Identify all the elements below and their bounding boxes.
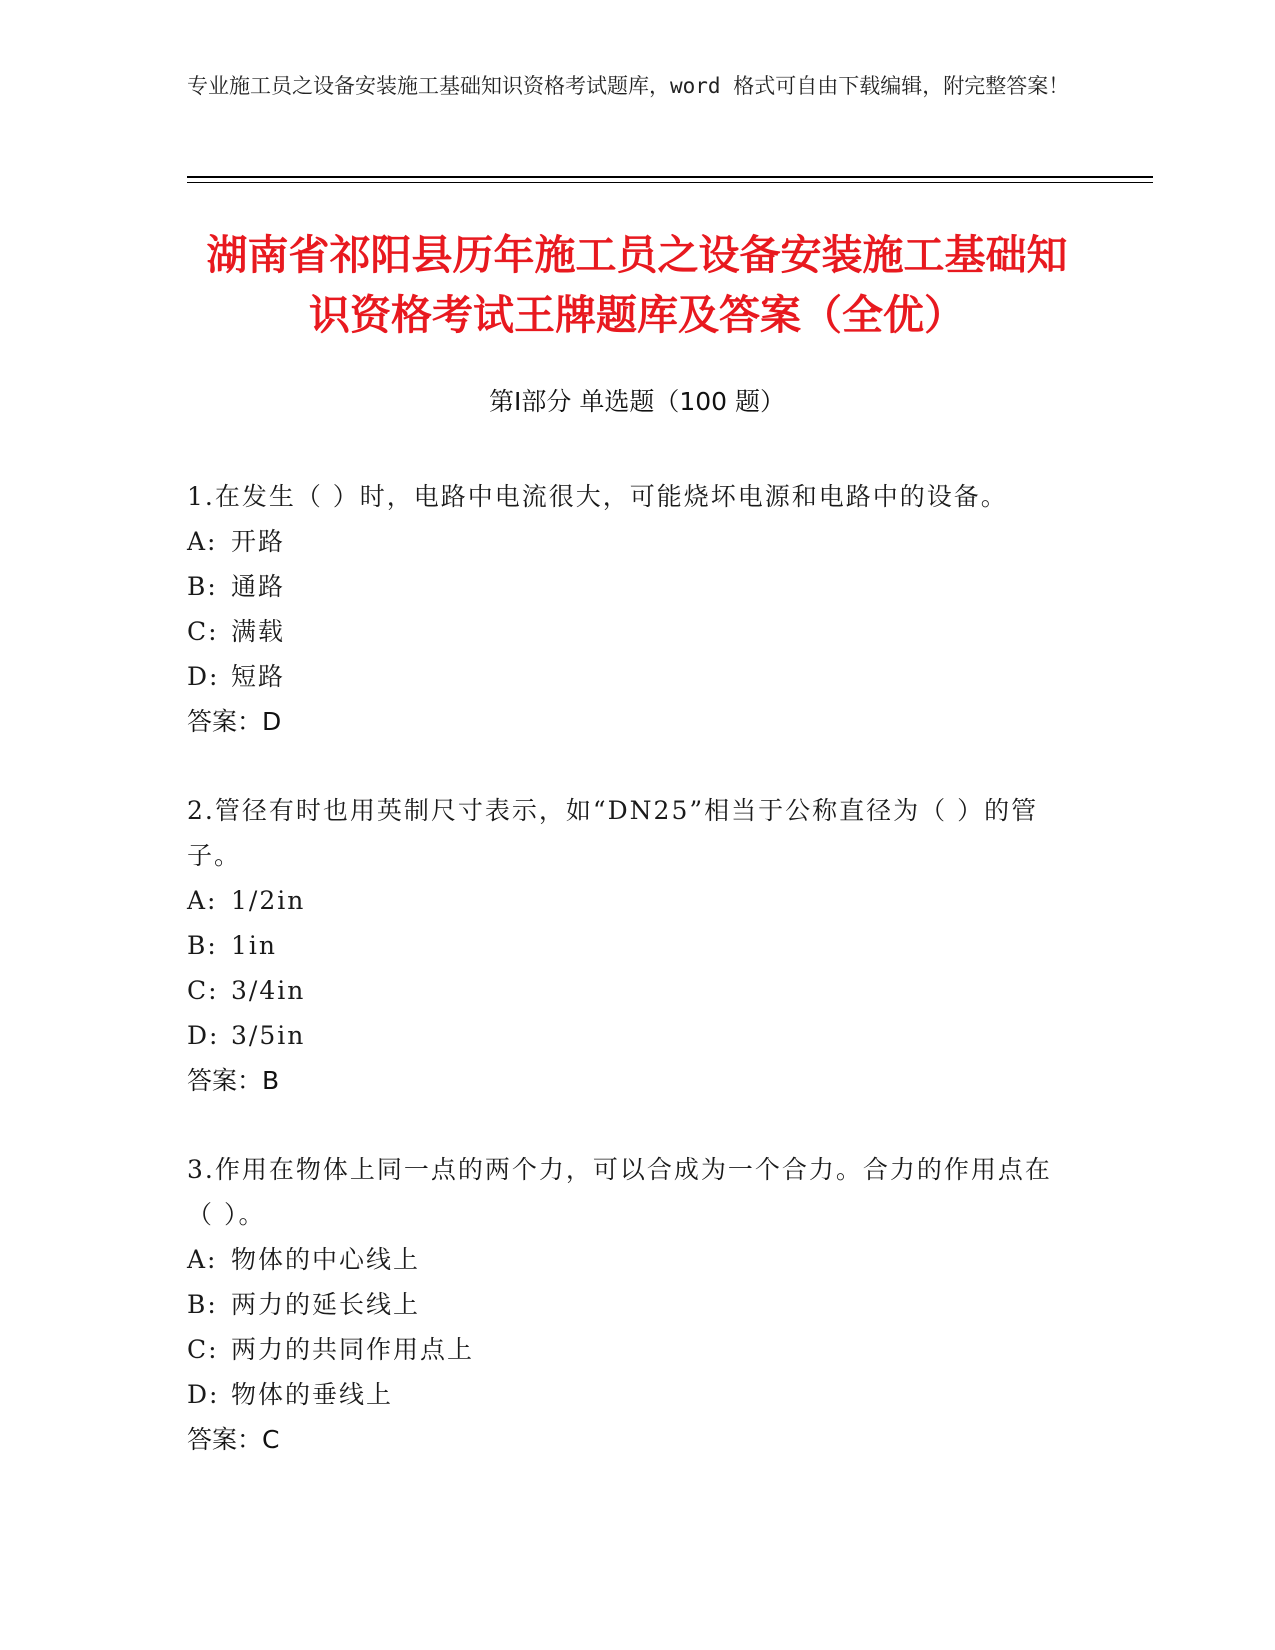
option-key: D: (187, 1021, 220, 1050)
option-key: B: (187, 1290, 218, 1319)
option-text: 物体的中心线上 (231, 1245, 421, 1274)
question-1 (187, 474, 1067, 744)
option-d (187, 1372, 1067, 1417)
answer-line: 答案：D (187, 707, 282, 736)
header-divider-thin (187, 182, 1153, 183)
option-c (187, 1327, 1067, 1372)
option-b (187, 1282, 1067, 1327)
option-b (187, 564, 1067, 609)
option-text: 两力的共同作用点上 (231, 1335, 475, 1364)
option-key: B: (187, 572, 218, 601)
option-text: 通路 (231, 572, 286, 601)
question-stem: 3.作用在物体上同一点的两个力，可以合成为一个合力。合力的作用点在（ ）。 (187, 1155, 1052, 1229)
question-2 (187, 788, 1067, 1103)
option-b (187, 923, 1067, 968)
option-text: 开路 (231, 527, 286, 556)
option-key: C: (187, 617, 219, 646)
option-key: A: (187, 527, 218, 556)
option-key: A: (187, 1245, 218, 1274)
answer-line: 答案：C (187, 1425, 280, 1454)
header-divider (187, 176, 1153, 178)
option-a (187, 878, 1067, 923)
option-d (187, 1013, 1067, 1058)
option-text: 短路 (231, 662, 286, 691)
option-text: 3/4in (231, 976, 306, 1005)
option-a (187, 1237, 1067, 1282)
option-key: D: (187, 1380, 220, 1409)
option-key: B: (187, 931, 218, 960)
question-3 (187, 1147, 1067, 1462)
option-text: 物体的垂线上 (231, 1380, 394, 1409)
question-stem: 1.在发生（ ）时，电路中电流很大，可能烧坏电源和电路中的设备。 (187, 482, 1008, 511)
option-text: 满载 (231, 617, 286, 646)
option-a (187, 519, 1067, 564)
option-text: 1in (231, 931, 278, 960)
option-key: A: (187, 886, 218, 915)
option-c (187, 609, 1067, 654)
question-list (187, 474, 1067, 1506)
option-c (187, 968, 1067, 1013)
section-heading: 第Ⅰ部分 单选题（100 题） (489, 387, 785, 416)
answer-line: 答案：B (187, 1066, 280, 1095)
question-stem: 2.管径有时也用英制尺寸表示，如“DN25”相当于公称直径为（ ）的管子。 (187, 796, 1039, 870)
header-note: 专业施工员之设备安装施工基础知识资格考试题库，word 格式可自由下载编辑，附完整答案！ (187, 74, 1070, 98)
document-title: 湖南省祁阳县历年施工员之设备安装施工基础知识资格考试王牌题库及答案（全优） (206, 231, 1068, 339)
option-text: 3/5in (231, 1021, 306, 1050)
option-text: 1/2in (231, 886, 306, 915)
option-key: D: (187, 662, 220, 691)
option-d (187, 654, 1067, 699)
option-key: C: (187, 976, 219, 1005)
option-text: 两力的延长线上 (231, 1290, 421, 1319)
option-key: C: (187, 1335, 219, 1364)
